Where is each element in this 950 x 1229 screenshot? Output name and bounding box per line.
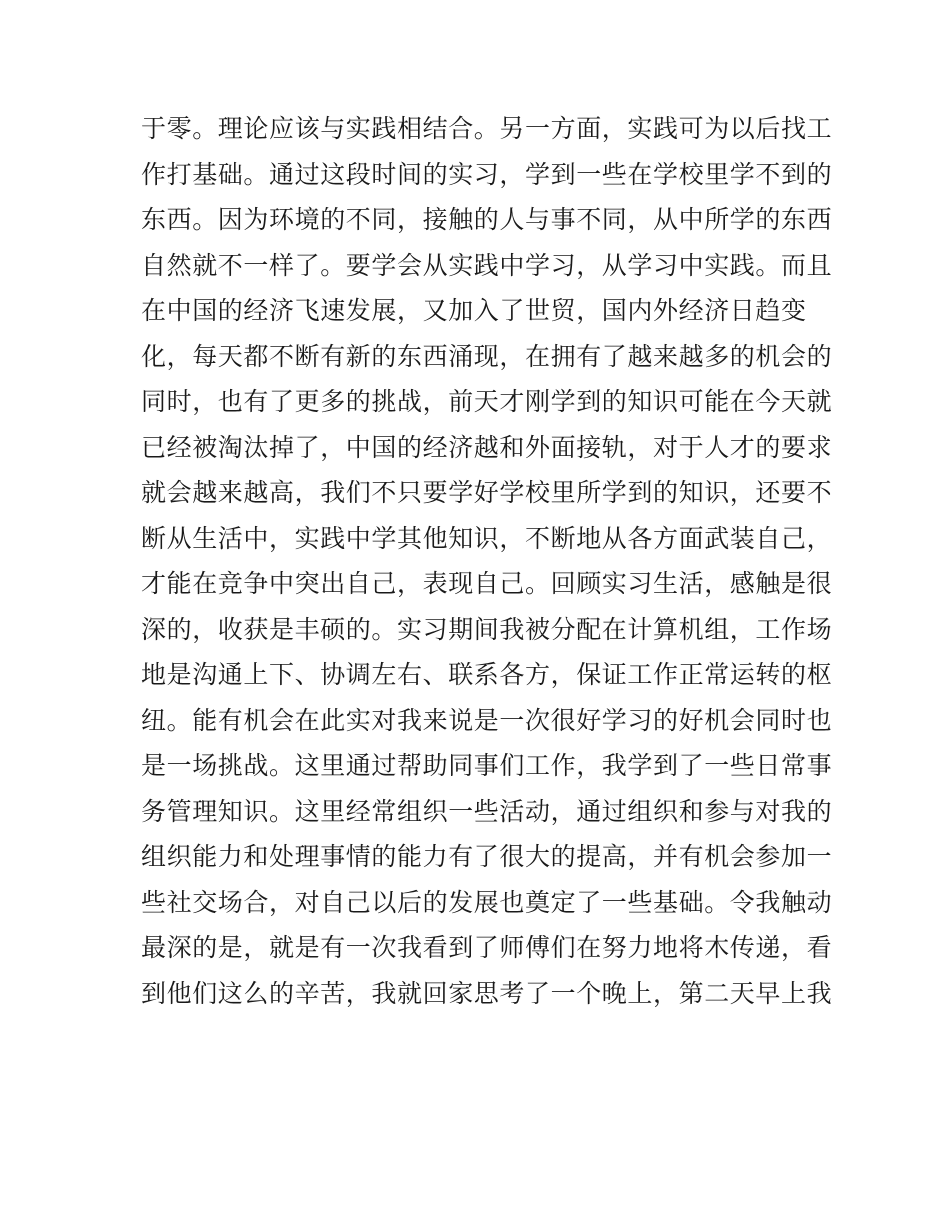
text-line: 就会越来越高，我们不只要学好学校里所学到的知识，还要不 [141, 478, 833, 507]
text-line: 自然就不一样了。要学会从实践中学习，从学习中实践。而且 [141, 250, 833, 280]
text-line: 作打基础。通过这段时间的实习，学到一些在学校里学不到的 [141, 159, 833, 189]
text-line: 已经被淘汰掉了，中国的经济越和外面接轨，对于人才的要求 [141, 432, 833, 462]
text-line: 于零。理论应该与实践相结合。另一方面，实践可为以后找工 [141, 114, 833, 143]
text-line: 在中国的经济飞速发展，又加入了世贸，国内外经济日趋变 [141, 296, 807, 325]
text-line: 东西。因为环境的不同，接触的人与事不同，从中所学的东西 [141, 205, 833, 234]
text-line: 最深的是，就是有一次我看到了师傅们在努力地将木传递，看 [141, 933, 833, 962]
text-line: 到他们这么的辛苦，我就回家思考了一个晚上，第二天早上我 [141, 978, 833, 1008]
text-line: 同时，也有了更多的挑战，前天才刚学到的知识可能在今天就 [141, 387, 833, 416]
text-line: 组织能力和处理事情的能力有了很大的提高，并有机会参加一 [141, 842, 833, 871]
text-line: 务管理知识。这里经常组织一些活动，通过组织和参与对我的 [141, 796, 833, 826]
text-line: 地是沟通上下、协调左右、联系各方，保证工作正常运转的枢 [141, 660, 833, 689]
text-line: 是一场挑战。这里通过帮助同事们工作，我学到了一些日常事 [141, 751, 833, 780]
text-line: 化，每天都不断有新的东西涌现，在拥有了越来越多的机会的 [141, 341, 833, 371]
text-line: 断从生活中，实践中学其他知识，不断地从各方面武装自己， [141, 523, 833, 553]
body-text [141, 106, 833, 1016]
text-line: 些社交场合，对自己以后的发展也奠定了一些基础。令我触动 [141, 887, 833, 917]
text-line: 深的，收获是丰硕的。实习期间我被分配在计算机组，工作场 [141, 614, 833, 644]
text-line: 才能在竞争中突出自己，表现自己。回顾实习生活，感触是很 [141, 569, 833, 598]
text-line: 纽。能有机会在此实对我来说是一次很好学习的好机会同时也 [141, 705, 833, 735]
